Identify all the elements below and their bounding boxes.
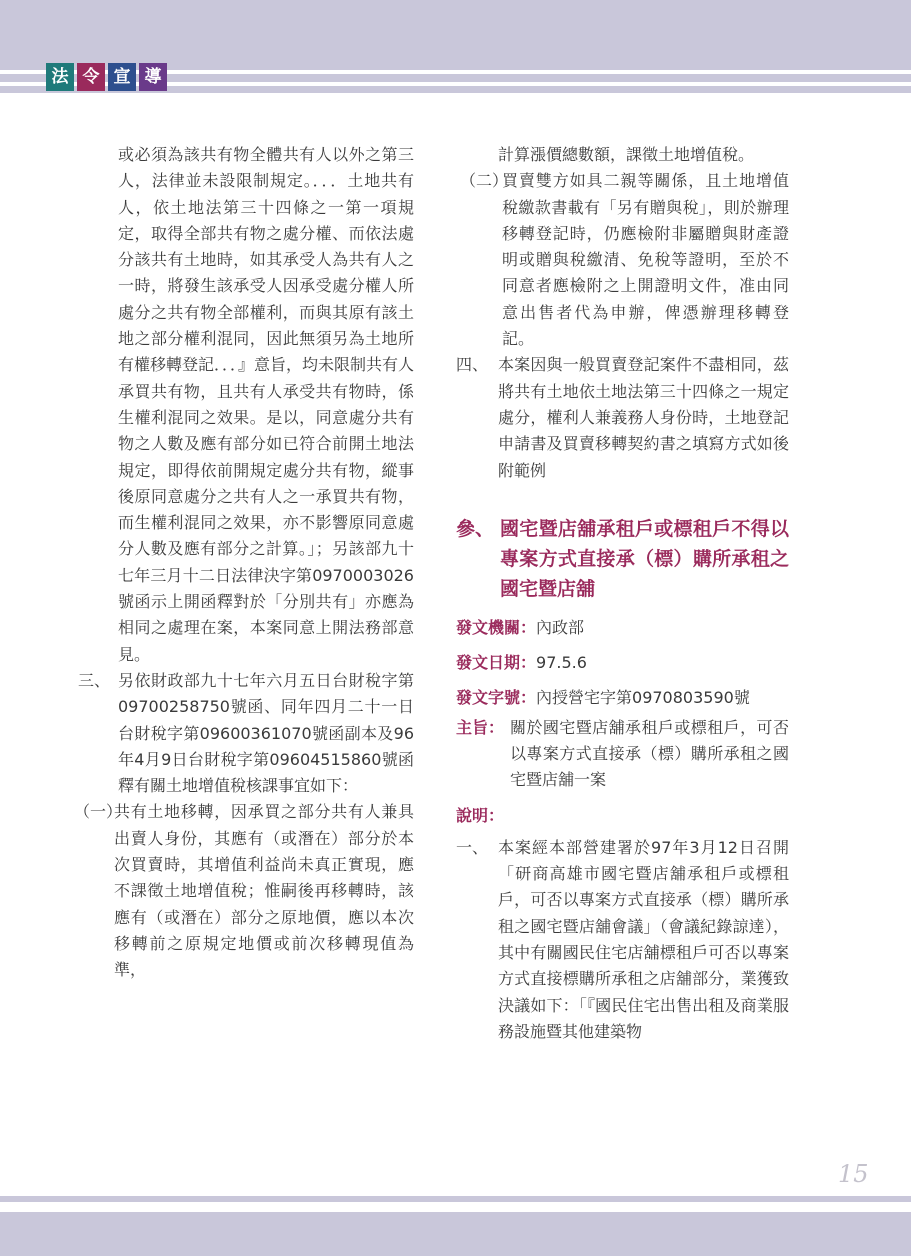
subject-block [456,715,789,794]
item-four [456,352,789,483]
item-four-marker: 四、 [456,355,489,375]
item-three-text: 另依財政部九十七年六月五日台財稅字第09700258750號函、同年四月二十一日台財稅字第09600361070號函副本及96年4月9日台財稅字第09604515860號函釋有關土地增值稅核課事宜如下： [118,670,414,796]
date-label: 發文日期： [456,652,537,672]
subitem-one-text: 共有土地移轉，因承買之部分共有人兼具出賣人身份，其應有（或潛在）部分於本次買賣時，其增值利益尚未真正實現，應不課徵土地增值稅；惟嗣後再移轉時，該應有（或潛在）部分之原地價，應以本次移轉前之原規定地價或前次移轉現值為準， [114,802,414,980]
explain-item-one [456,835,789,1045]
item-three-marker: 三、 [78,670,111,690]
subject-text: 關於國宅暨店舖承租戶或標租戶，可否以專案方式直接承（標）購所承租之國宅暨店舖一案 [510,717,789,790]
item-four-text: 本案因與一般買賣登記案件不盡相同，茲將共有土地依土地法第三十四條之一規定處分，權利人兼義務人身份時，土地登記申請書及買賣移轉契約書之填寫方式如後附範例 [498,355,789,480]
badge-guide: 導 [139,63,167,91]
docno-value: 內授營宅字第0970803590號 [536,687,750,707]
docno-label: 發文字號： [456,687,537,707]
continued-paragraph: 或必須為該共有物全體共有人以外之第三人，法律並未設限制規定。．．．土地共有人，依土地法第三十四條之一第一項規定，取得全部共有物之處分權、而依法處分該共有土地時，如其承受人為共有人之一時，將發生該承受人因承受處分權人所處分之共有物全部權利，而與其原有該土地之部分權利混同，因此無須另為土地所有權移轉登記．．．』意旨，均未限制共有人承買共有物，且共有人承受共有物時，係生權利混同之效果。是以，同意處分共有物之人數及應有部分如已符合前開土地法規定，即得依前開規定處分共有物，縱事後原同意處分之共有人之一承買共有物，而生權利混同之效果，亦不影響原同意處分人數及應有部分之計算。」；另該部九十七年三月十二日法律決字第0970003026號函示上開函釋對於「分別共有」亦應為相同之處理在案，本案同意上開法務部意見。 [118,145,415,664]
section-heading [456,514,789,604]
subitem-two-text: 買賣雙方如具二親等關係，且土地增值稅繳款書載有「另有贈與稅」，則於辦理移轉登記時，仍應檢附非屬贈與財產證明或贈與稅繳清、免稅等證明，至於不同意者應檢附之上開證明文件，准由同意出售者代為申辦，俾憑辦理移轉登記。 [502,171,789,349]
subitem-one-continued: 計算漲價總數額，課徵土地增值稅。 [498,145,755,164]
item-three [78,668,414,799]
subitem-one [74,799,414,983]
badge-order: 令 [77,63,105,91]
explain-line [456,800,789,831]
subitem-two [456,168,789,352]
date-line [456,647,789,678]
explain-item-one-marker: 一、 [456,837,489,857]
subject-label: 主旨： [456,717,505,737]
date-value: 97.5.6 [536,652,587,672]
issuer-label: 發文機關： [456,617,537,637]
left-column [74,142,415,984]
section-badges [46,63,167,91]
subitem-two-marker: （二） [460,171,509,191]
section-marker: 參、 [456,517,495,540]
badge-announce: 宣 [108,63,136,91]
explain-label: 說明： [456,805,505,825]
docno-line [456,682,789,713]
subitem-one-marker: （一） [74,802,123,822]
section-title: 國宅暨店舖承租戶或標租戶不得以專案方式直接承（標）購所承租之國宅暨店舖 [500,517,789,600]
explain-item-one-text: 本案經本部營建署於97年3月12日召開「研商高雄市國宅暨店舖承租戶或標租戶，可否以專案方式直接承（標）購所承租之國宅暨店舖會議」（會議紀錄諒達），其中有關國民住宅店舖標租戶可否以專案方式直接標購所承租之店舖部分，業獲致決議如下：「『國民住宅出售出租及商業服務設施暨其他建築物 [498,837,789,1041]
right-column [456,142,789,1045]
issuer-value: 內政部 [536,617,585,637]
footer-stripe [0,1196,911,1202]
header-band [0,0,911,70]
footer-band [0,1212,911,1256]
issuer-line [456,612,789,643]
page-number: 15 [838,1160,869,1188]
badge-law: 法 [46,63,74,91]
